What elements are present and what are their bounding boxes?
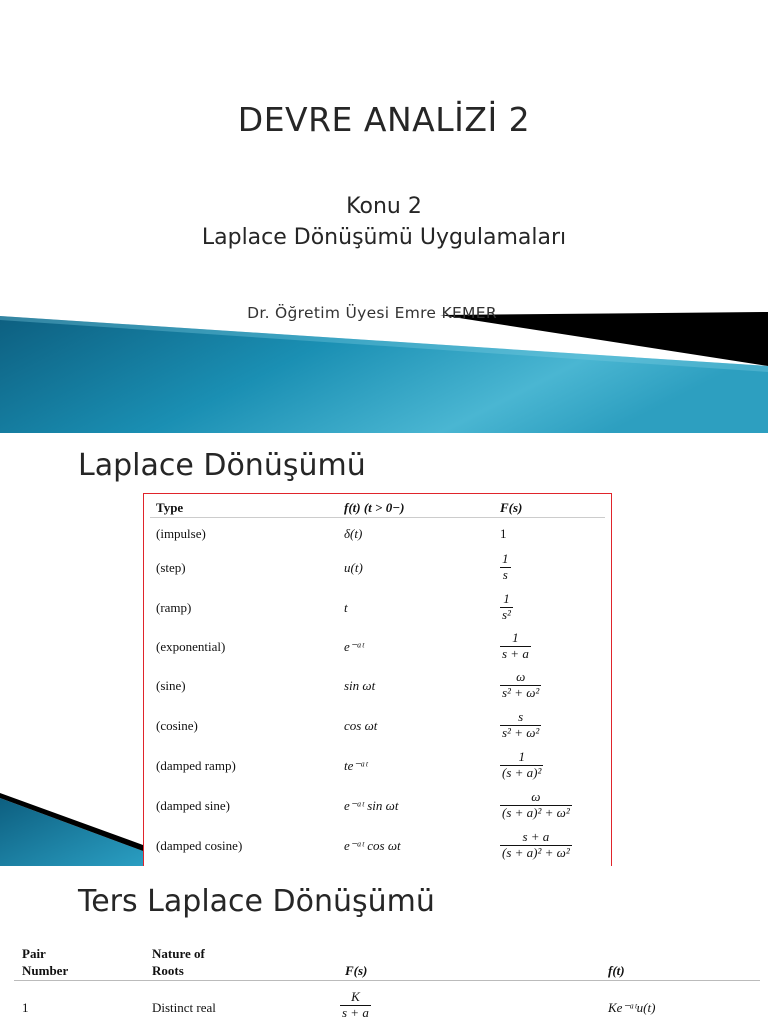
cell-fs: 1: [500, 526, 507, 541]
fs-denominator: s² + ω²: [502, 684, 540, 700]
laplace-table-slide: [0, 433, 768, 866]
table-row: [144, 592, 611, 622]
row1-nature: Distinct real: [152, 1000, 216, 1015]
cell-type: (sine): [156, 678, 186, 693]
table-row: [144, 552, 611, 582]
row1-ft: Ke⁻ᵃᵗu(t): [608, 1000, 656, 1015]
fs-denominator: s²: [502, 606, 511, 622]
inverse-laplace-slide: [0, 866, 768, 1024]
header-nature-line1: Nature of: [152, 946, 205, 961]
fs-denominator: s² + ω²: [502, 724, 540, 740]
fs-numerator: 1: [502, 551, 509, 566]
subtitle-topic-name: Laplace Dönüşümü Uygulamaları: [201, 225, 567, 250]
cell-fs: [500, 670, 541, 701]
slide-heading: Laplace Dönüşümü: [78, 448, 366, 483]
cell-ft: e⁻ᵃᵗ sin ωt: [344, 798, 399, 813]
header-fs: F(s): [345, 963, 368, 978]
fs-denominator: (s + a)² + ω²: [502, 804, 570, 820]
cell-ft: e⁻ᵃᵗ cos ωt: [344, 838, 401, 853]
row1-fs: [340, 990, 371, 1021]
fs-denominator: s + a: [502, 645, 529, 661]
slide-heading: Ters Laplace Dönüşümü: [78, 884, 435, 919]
header-type: Type: [156, 500, 184, 515]
fs-numerator: 1: [518, 749, 525, 764]
cell-type: (ramp): [156, 600, 192, 615]
fs-denominator: (s + a)² + ω²: [502, 844, 570, 860]
cell-fs: [500, 631, 531, 662]
header-ft: f(t) (t > 0−): [344, 500, 405, 515]
fs-denominator: s: [500, 567, 511, 583]
table-row: [144, 750, 611, 780]
cell-ft: e⁻ᵃᵗ: [344, 639, 364, 654]
fs-numerator: 1: [512, 630, 519, 645]
cell-fs: [500, 710, 541, 741]
header-pair-line1: Pair: [22, 946, 46, 961]
fs-numerator: 1: [503, 591, 510, 606]
table-row: [144, 830, 611, 860]
subtitle-topic-number: Konu 2: [346, 194, 422, 219]
fs-numerator: ω: [516, 669, 526, 684]
cell-fs: [500, 750, 543, 781]
cell-fs: [500, 790, 572, 821]
cell-type: (exponential): [156, 639, 226, 654]
cell-fs: [500, 830, 572, 861]
row1-fs-denominator: s + a: [342, 1004, 369, 1020]
cell-type: (damped ramp): [156, 758, 236, 773]
cell-type: (damped cosine): [156, 838, 243, 853]
header-divider: [150, 517, 605, 518]
table-row: [144, 790, 611, 820]
cell-ft: sin ωt: [344, 678, 376, 693]
cell-ft: te⁻ᵃᵗ: [344, 758, 368, 773]
cell-fs: [500, 552, 511, 583]
cell-ft: cos ωt: [344, 718, 378, 733]
row1-pair: 1: [22, 1000, 29, 1015]
author-name: Dr. Öğretim Üyesi Emre KEMER: [247, 304, 497, 322]
cell-type: (damped sine): [156, 798, 231, 813]
laplace-transform-table: [143, 493, 612, 866]
cell-fs: [500, 592, 513, 623]
header-pair-line2: Number: [22, 963, 69, 978]
cell-ft: δ(t): [344, 526, 363, 541]
header-fs: F(s): [500, 500, 523, 515]
table-row: [144, 670, 611, 700]
table-row: [144, 524, 611, 554]
header-nature-line2: Roots: [152, 963, 184, 978]
row1-fs-numerator: K: [351, 989, 360, 1004]
fs-numerator: ω: [531, 789, 541, 804]
fs-numerator: s + a: [522, 829, 550, 844]
cell-ft: u(t): [344, 560, 363, 575]
cell-ft: t: [344, 600, 348, 615]
table-row: [144, 710, 611, 740]
fs-numerator: s: [518, 709, 524, 724]
title-slide: [0, 0, 768, 433]
table-row: [144, 631, 611, 661]
cell-type: (cosine): [156, 718, 198, 733]
header-divider: [14, 980, 760, 981]
cell-type: (step): [156, 560, 186, 575]
cell-type: (impulse): [156, 526, 206, 541]
fs-denominator: (s + a)²: [502, 764, 542, 780]
header-ft: f(t): [608, 963, 625, 978]
presentation-title: DEVRE ANALİZİ 2: [237, 100, 531, 139]
